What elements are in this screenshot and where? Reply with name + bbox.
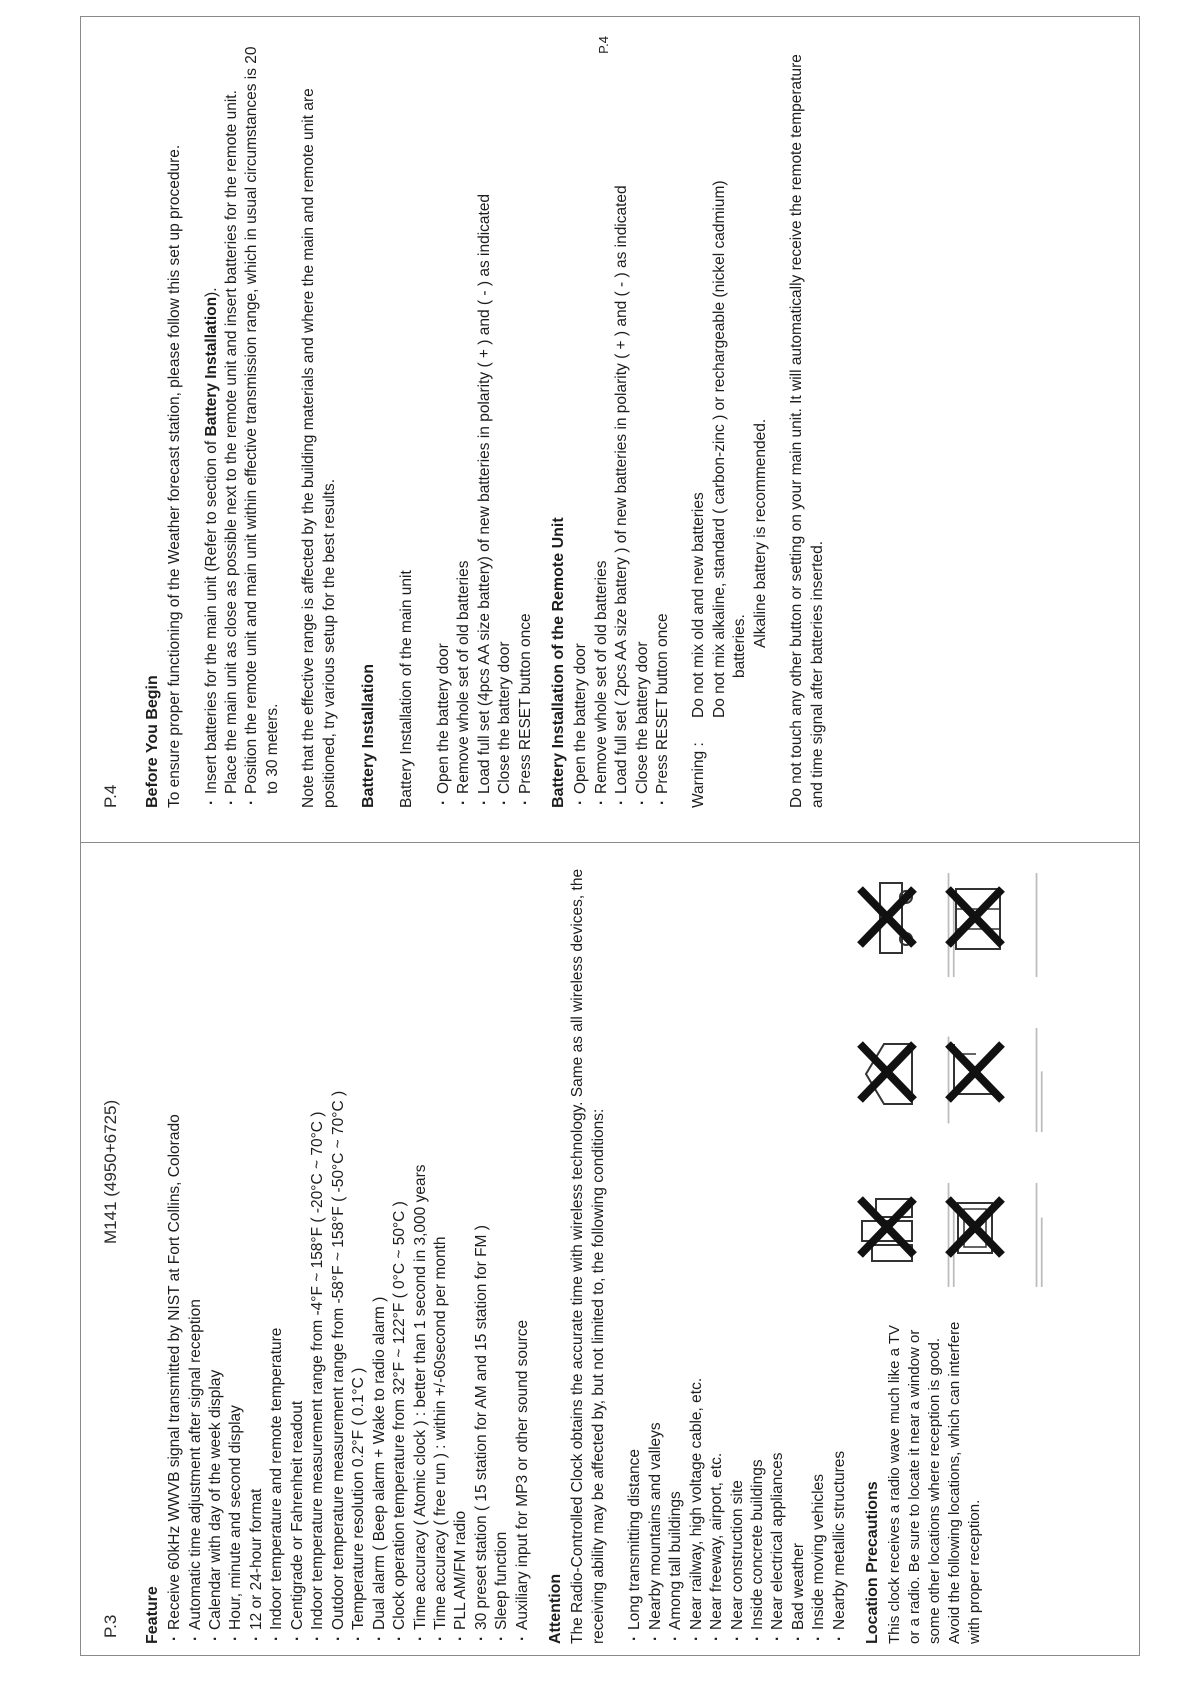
list-item: · Remove whole set of old batteries	[592, 30, 612, 808]
warning-block	[689, 30, 771, 808]
attention-text: The Radio-Controlled Clock obtains the accurate time with wireless technology. Same as all wireless devices, the receiving ability may be affected by, but not limited to, the following conditions:	[569, 868, 607, 1644]
list-item: · Load full set (4pcs AA size battery) of new batteries in polarity ( + ) and ( - ) as indicated	[475, 30, 495, 808]
battery-installation-ref: Battery Installation	[202, 296, 220, 437]
list-item: · Near electrical appliances	[768, 844, 788, 1644]
before-text: To ensure proper functioning of the Weather forecast station, please follow this set up procedure.	[166, 144, 184, 808]
location-illustrations	[850, 844, 1022, 1314]
remote-unit-steps	[571, 30, 673, 808]
list-item: · Close the battery door	[495, 30, 515, 808]
battery-subtitle: Battery Installation of the main unit	[398, 570, 416, 808]
location-text: This clock receives a radio wave much like a TV or a radio. Be sure to locate it near a window or some other locations where reception is good. Avoid the following locations, which can interfere with proper reception.	[886, 1321, 983, 1644]
list-item: · Inside moving vehicles	[809, 844, 829, 1644]
warning-line: Do not mix old and new batteries	[690, 492, 708, 718]
model-number: M141 (4950+6725)	[101, 1099, 120, 1244]
illustration-moving-vehicles	[854, 844, 934, 989]
list-item: · Inside concrete buildings	[748, 844, 768, 1644]
list-item: · Indoor temperature measurement range from -4°F ~ 158°F ( -20°C ~ 70°C )	[308, 844, 328, 1644]
illustration-metallic-structures	[942, 844, 1022, 989]
list-item: · Near construction site	[728, 844, 748, 1644]
list-item: · Place the main unit as close as possible next to the remote unit and insert batteries for the remote unit.	[222, 30, 242, 808]
vehicle-icon	[854, 865, 918, 969]
list-item: · Near railway, high voltage cable, etc.	[687, 844, 707, 1644]
list-item: · Among tall buildings	[666, 844, 686, 1644]
feature-heading: Feature	[144, 1586, 161, 1644]
illustration-mountains	[854, 999, 934, 1144]
page-3	[80, 830, 983, 1656]
before-list	[202, 30, 284, 808]
list-item: · Receive 60kHz WWVB signal transmitted by NIST at Fort Collins, Colorado	[165, 844, 185, 1644]
caption-lines	[920, 857, 934, 977]
list-item: · Auxiliary input for MP3 or other sound source	[513, 844, 533, 1644]
illustration-construction	[942, 999, 1022, 1144]
list-item: · Centigrade or Fahrenheit readout	[288, 844, 308, 1644]
list-item: · PLL AM/FM radio	[451, 844, 471, 1644]
caption-lines	[1008, 1012, 1022, 1132]
tall-buildings-icon	[854, 1175, 918, 1279]
attention-list	[625, 844, 850, 1644]
metal-structure-icon	[942, 865, 1006, 969]
list-item: · Press RESET button once	[516, 30, 536, 808]
list-item: · Indoor temperature and remote temperature	[267, 844, 287, 1644]
list-item: · Remove whole set of old batteries	[454, 30, 474, 808]
page-footer-number: P.4	[595, 36, 611, 54]
caption-lines	[1008, 857, 1022, 977]
caption-lines	[920, 1012, 934, 1132]
list-item: · Position the remote unit and main unit within effective transmission range, which in usual circumstances is 20 to 30 meters.	[242, 30, 283, 808]
remote-heading: Battery Installation of the Remote Unit	[550, 517, 568, 808]
crane-icon	[942, 1020, 1006, 1124]
rotated-sheet	[80, 16, 983, 1656]
warning-line: Alkaline battery is recommended.	[751, 418, 769, 648]
list-item: · Sleep function	[492, 844, 512, 1644]
illustration-tall-buildings	[854, 1155, 934, 1300]
range-note: Note that the effective range is affected by the building materials and where the main and remote unit are positioned, try various setup for the best results.	[300, 88, 338, 808]
list-item: · Nearby mountains and valleys	[646, 844, 666, 1644]
list-item: · Long transmitting distance	[625, 844, 645, 1644]
list-item: · 30 preset station ( 15 station for AM and 15 station for FM )	[472, 844, 492, 1644]
list-item: · Clock operation temperature from 32°F ~ 122°F ( 0°C ~ 50°C )	[390, 844, 410, 1644]
final-note: Do not touch any other button or setting on your main unit. It will automatically receive the remote temperature and time signal after batteries inserted.	[788, 54, 826, 808]
list-item: · Time accuracy ( free run ) : within +/-60second per month	[431, 844, 451, 1644]
list-item: · Near freeway, airport, etc.	[707, 844, 727, 1644]
location-heading: Location Precautions	[864, 1481, 882, 1644]
list-item: · Time accuracy ( Atomic clock ) : better than 1 second in 3,000 years	[411, 844, 431, 1644]
before-heading: Before You Begin	[144, 675, 161, 808]
page-4	[80, 16, 826, 830]
list-item: · Open the battery door	[434, 30, 454, 808]
list-item: · Dual alarm ( Beep alarm + Wake to radio alarm )	[370, 844, 390, 1644]
list-item: · Press RESET button once	[653, 30, 673, 808]
warning-line: Do not mix alkaline, standard ( carbon-zinc ) or rechargeable (nickel cadmium)	[710, 180, 728, 718]
list-item: · Close the battery door	[633, 30, 653, 808]
list-item: · 12 or 24-hour format	[247, 844, 267, 1644]
list-item: · Nearby metallic structures	[830, 844, 850, 1644]
illustration-appliances	[942, 1155, 1022, 1300]
list-item: · Hour, minute and second display	[226, 844, 246, 1644]
main-unit-steps	[434, 30, 536, 808]
warning-line: batteries.	[731, 614, 749, 678]
battery-heading: Battery Installation	[360, 663, 378, 808]
appliance-icon	[942, 1175, 1006, 1279]
list-item: · Insert batteries for the main unit (Refer to section of Battery Installation).	[202, 30, 222, 808]
list-item: · Open the battery door	[571, 30, 591, 808]
list-item: · Outdoor temperature measurement range from -58°F ~ 158°F ( -50°C ~ 70°C )	[329, 844, 349, 1644]
list-item: · Calendar with day of the week display	[206, 844, 226, 1644]
list-item: · Bad weather	[789, 844, 809, 1644]
page-number-right: P.4	[101, 784, 120, 808]
feature-list	[165, 844, 533, 1644]
list-item: · Load full set ( 2pcs AA size battery ) of new batteries in polarity ( + ) and ( - ) as indicated	[612, 30, 632, 808]
attention-heading: Attention	[547, 1573, 565, 1644]
caption-lines	[1008, 1167, 1022, 1287]
list-item: · Temperature resolution 0.2°F ( 0.1°C )	[349, 844, 369, 1644]
list-item: · Automatic time adjustment after signal reception	[186, 844, 206, 1644]
house-icon	[854, 1020, 918, 1124]
caption-lines	[920, 1167, 934, 1287]
warning-label: Warning :	[690, 742, 708, 808]
page-number-left: P.3	[101, 1614, 120, 1638]
